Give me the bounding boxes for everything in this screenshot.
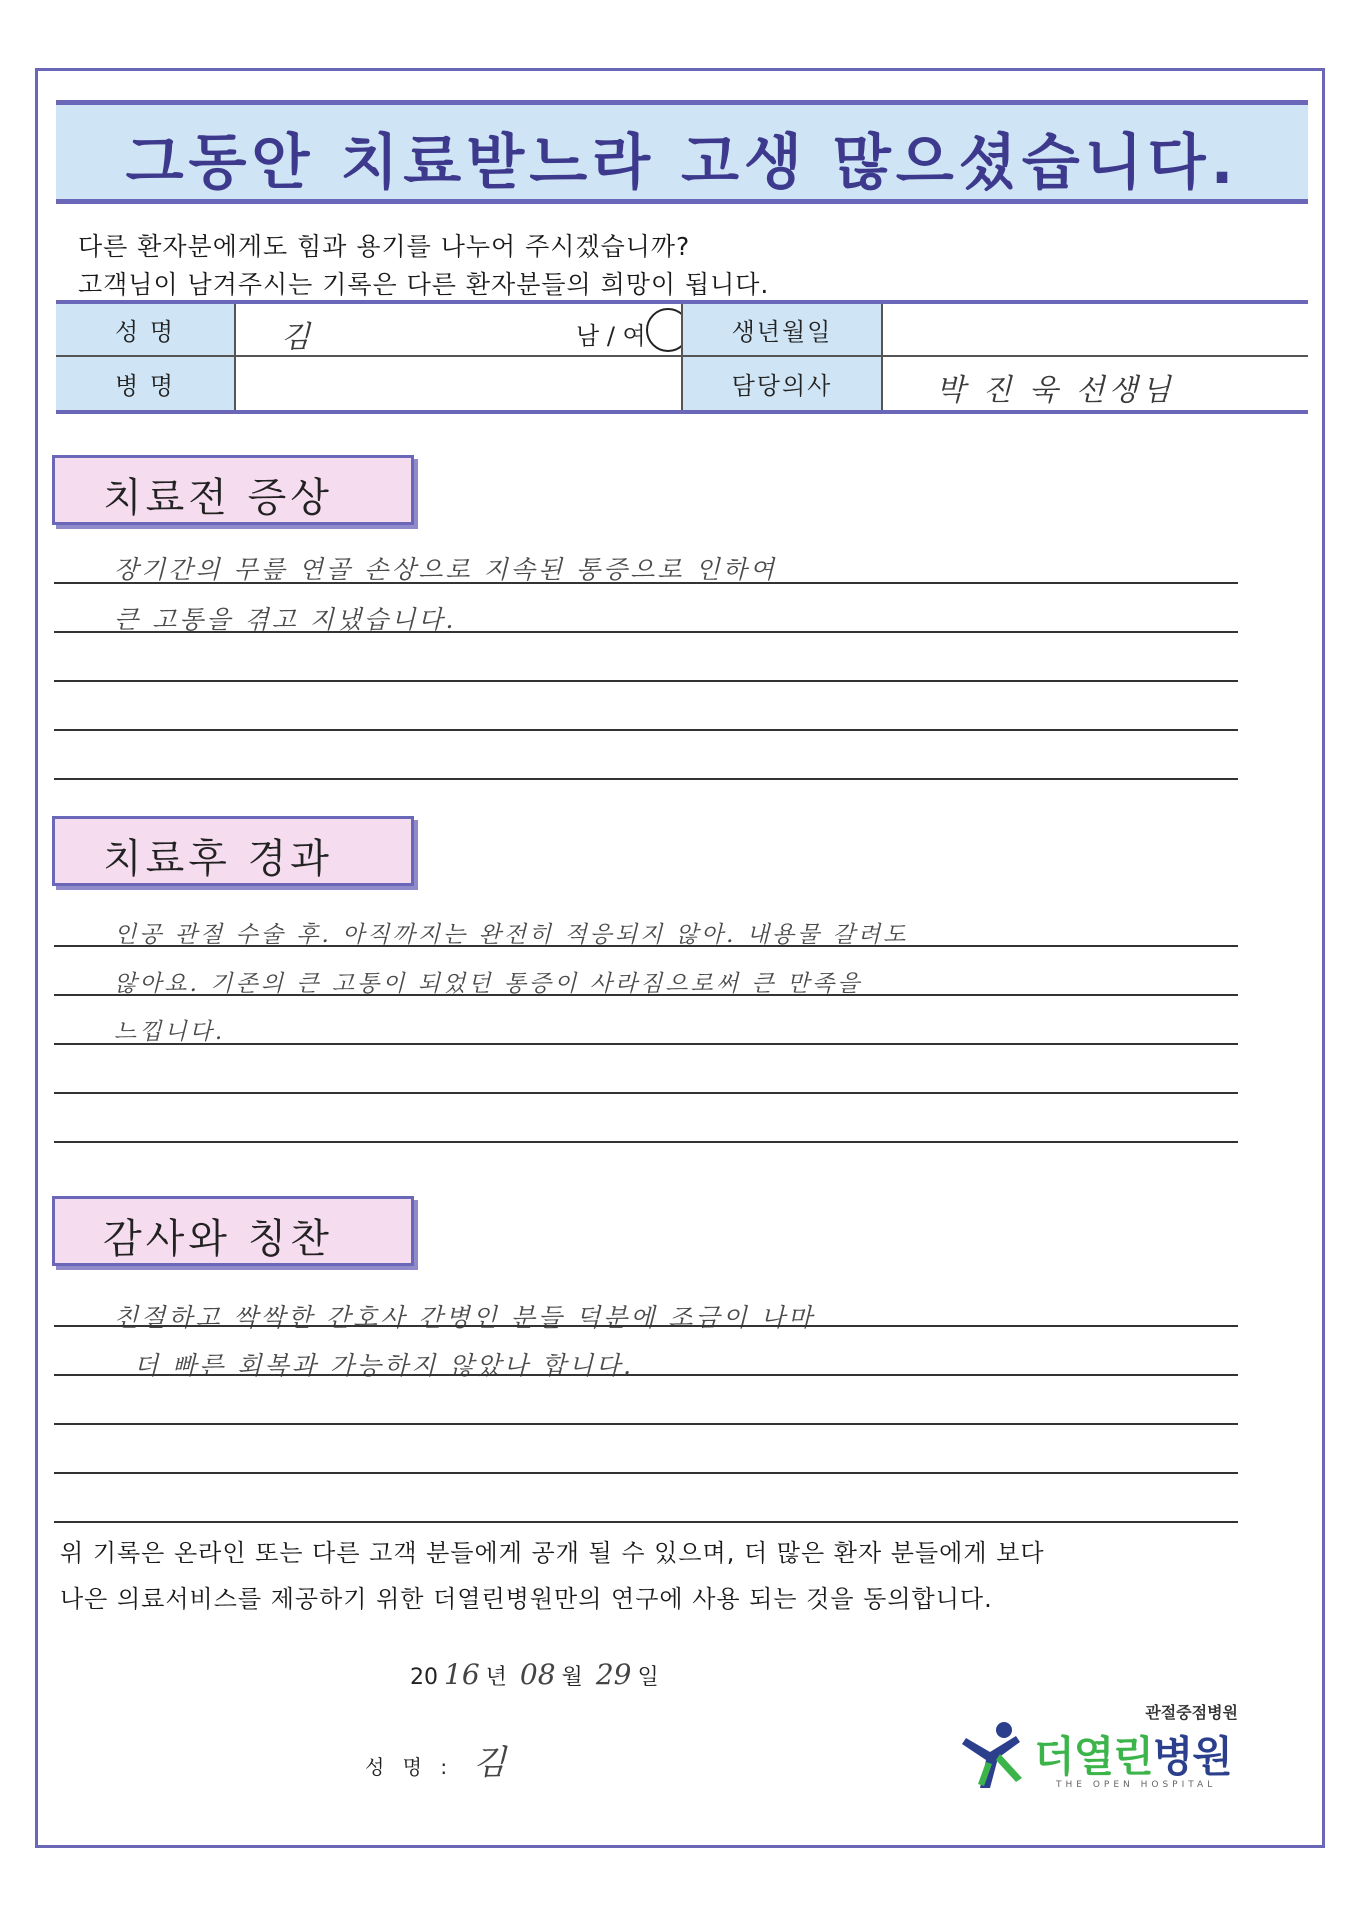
- info-row-2: [56, 357, 1308, 410]
- handwritten-line: 장기간의 무릎 연골 손상으로 지속된 통증으로 인하여: [114, 555, 777, 584]
- date-year-suffix: 년: [485, 1665, 507, 1690]
- section-heading-after: [52, 816, 414, 886]
- rule-line: [54, 1043, 1238, 1045]
- section-lines-thanks: [54, 1300, 1238, 1530]
- divider: [881, 304, 883, 355]
- intro-text: [78, 228, 769, 304]
- rule-line: [54, 994, 1238, 996]
- rule-line: [54, 1325, 1238, 1327]
- gender-text: 남 / 여: [576, 322, 646, 350]
- rule-line: [54, 778, 1238, 780]
- logo-name-part2: 병원: [1152, 1732, 1232, 1781]
- disease-label: 병 명: [56, 357, 234, 410]
- date-field: [410, 1658, 659, 1691]
- handwritten-line: 않아요. 기존의 큰 고통이 되었던 통증이 사라짐으로써 큰 만족을: [114, 971, 863, 997]
- signature-label: 성 명 :: [365, 1755, 454, 1779]
- section-lines-after: [54, 920, 1238, 1150]
- consent-text: [60, 1530, 1045, 1622]
- date-day: 29: [595, 1658, 632, 1691]
- logo-english: THE OPEN HOSPITAL: [1056, 1780, 1217, 1790]
- name-value: 김: [281, 320, 310, 355]
- page-title: 그동안 치료받느라 고생 많으셨습니다.: [125, 128, 1239, 198]
- rule-line: [54, 1472, 1238, 1474]
- divider: [881, 357, 883, 410]
- handwritten-line: 느낍니다.: [114, 1019, 226, 1045]
- date-year: 16: [444, 1658, 480, 1691]
- rule-line: [54, 729, 1238, 731]
- section-heading-text: 치료전 증상: [103, 475, 333, 521]
- intro-line-1: 다른 환자분에게도 힘과 용기를 나누어 주시겠습니까?: [78, 232, 691, 261]
- section-heading-before: [52, 455, 414, 525]
- title-band: [56, 100, 1308, 204]
- handwritten-line: 더 빠른 회복과 가능하지 않았나 합니다.: [134, 1351, 635, 1380]
- rule-line: [54, 1092, 1238, 1094]
- rule-line: [54, 1141, 1238, 1143]
- date-month-suffix: 월: [561, 1665, 583, 1690]
- rule-line: [54, 1423, 1238, 1425]
- rule-line: [54, 631, 1238, 633]
- section-heading-text: 감사와 칭찬: [103, 1216, 333, 1262]
- divider: [234, 304, 236, 355]
- rule-line: [54, 945, 1238, 947]
- rule-line: [54, 680, 1238, 682]
- birth-label: 생년월일: [683, 304, 881, 355]
- patient-info-table: [56, 300, 1308, 414]
- section-heading-text: 치료후 경과: [103, 836, 333, 882]
- hospital-logo: [960, 1700, 1250, 1800]
- handwritten-line: 큰 고통을 겪고 지냈습니다.: [114, 605, 457, 634]
- name-label: 성 명: [56, 304, 234, 355]
- logo-figure-icon: [960, 1718, 1032, 1790]
- consent-line-2: 나은 의료서비스를 제공하기 위한 더열린병원만의 연구에 사용 되는 것을 동의합니다.: [60, 1585, 993, 1613]
- signature-field: [365, 1735, 506, 1784]
- logo-name: [1034, 1724, 1232, 1784]
- doctor-value: 박 진 욱 선생님: [936, 373, 1175, 408]
- section-heading-thanks: [52, 1196, 414, 1266]
- rule-line: [54, 1374, 1238, 1376]
- doctor-label: 담당의사: [683, 357, 881, 410]
- rule-line: [54, 1521, 1238, 1523]
- date-day-suffix: 일: [637, 1665, 659, 1690]
- logo-subtitle: 관절중점병원: [1145, 1703, 1238, 1722]
- handwritten-line: 인공 관절 수술 후. 아직까지는 완전히 적응되지 않아. 내용물 갈려도: [114, 922, 909, 948]
- info-row-1: [56, 304, 1308, 357]
- divider: [234, 357, 236, 410]
- rule-line: [54, 582, 1238, 584]
- date-month: 08: [519, 1658, 556, 1691]
- logo-name-part1: 더열린: [1034, 1732, 1153, 1781]
- consent-line-1: 위 기록은 온라인 또는 다른 고객 분들에게 공개 될 수 있으며, 더 많은 환자 분들에게 보다: [60, 1539, 1045, 1567]
- signature-value: 김: [473, 1743, 506, 1783]
- section-lines-before: [54, 555, 1238, 790]
- intro-line-2: 고객님이 남겨주시는 기록은 다른 환자분들의 희망이 됩니다.: [78, 270, 770, 299]
- handwritten-line: 친절하고 싹싹한 간호사 간병인 분들 덕분에 조금이 나마: [114, 1303, 816, 1332]
- date-prefix: 20: [410, 1665, 438, 1690]
